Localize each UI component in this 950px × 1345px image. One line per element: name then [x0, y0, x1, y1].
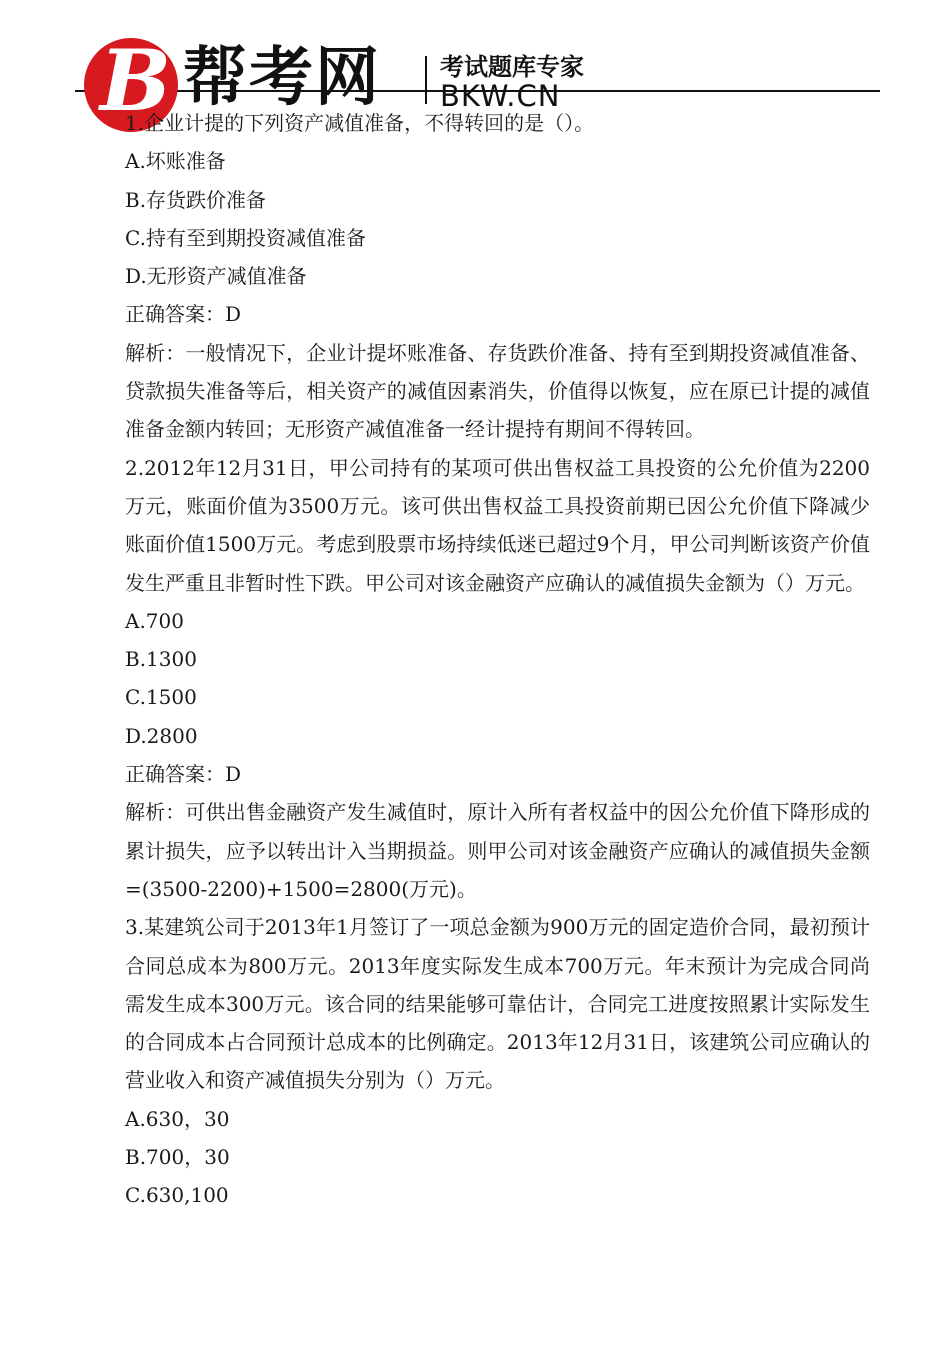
question-1-option-d: D.无形资产减值准备: [125, 264, 307, 289]
question-2-option-a: A.700: [125, 608, 184, 633]
question-2-option-d: D.2800: [125, 723, 198, 748]
brand-site: BKW.CN: [440, 79, 561, 113]
question-1-stem: 1.企业计提的下列资产减值准备，不得转回的是（）。: [125, 111, 595, 135]
question-1-answer: 正确答案：D: [125, 302, 242, 327]
question-1-option-a: A.坏账准备: [125, 149, 226, 174]
question-1-option-b: B.存货跌价准备: [125, 187, 267, 212]
question-2-answer: 正确答案：D: [125, 762, 242, 787]
brand-tagline: 考试题库专家: [440, 53, 584, 81]
question-3-option-b: B.700，30: [125, 1145, 230, 1170]
question-3-option-a: A.630，30: [125, 1106, 230, 1131]
logo-letter: B: [100, 31, 171, 130]
question-3-option-c: C.630,100: [125, 1183, 229, 1208]
question-2-analysis: 解析：可供出售金融资产发生减值时，原计入所有者权益中的因公允价值下降形成的累计损失，应予以转出计入当期损益。则甲公司对该金融资产应确认的减值损失金额=(3500-2200)+1500=2800(万元)。: [125, 800, 870, 901]
question-2-option-c: C.1500: [125, 685, 197, 710]
header-divider: [425, 56, 427, 104]
question-2-option-b: B.1300: [125, 647, 197, 672]
brand-name: 帮考网: [183, 41, 381, 115]
document-body: [125, 104, 870, 1215]
question-1-option-c: C.持有至到期投资减值准备: [125, 225, 366, 250]
question-2-stem: 2.2012年12月31日，甲公司持有的某项可供出售权益工具投资的公允价值为2200万元，账面价值为3500万元。该可供出售权益工具投资前期已因公允价值下降减少账面价值1500万元。考虑到股票市场持续低迷已超过9个月，甲公司判断该资产价值发生严重且非暂时性下跌。甲公司对该金融资产应确认的减值损失金额为（）万元。: [125, 455, 870, 595]
question-3-stem: 3.某建筑公司于2013年1月签订了一项总金额为900万元的固定造价合同，最初预计合同总成本为800万元。2013年度实际发生成本700万元。年末预计为完成合同尚需发生成本300万元。该合同的结果能够可靠估计，合同完工进度按照累计实际发生的合同成本占合同预计总成本的比例确定。2013年12月31日，该建筑公司应确认的营业收入和资产减值损失分别为（）万元。: [125, 915, 870, 1093]
question-1-analysis: 解析：一般情况下，企业计提坏账准备、存货跌价准备、持有至到期投资减值准备、贷款损失准备等后，相关资产的减值因素消失，价值得以恢复，应在原已计提的减值准备金额内转回；无形资产减值准备一经计提持有期间不得转回。: [125, 340, 870, 442]
